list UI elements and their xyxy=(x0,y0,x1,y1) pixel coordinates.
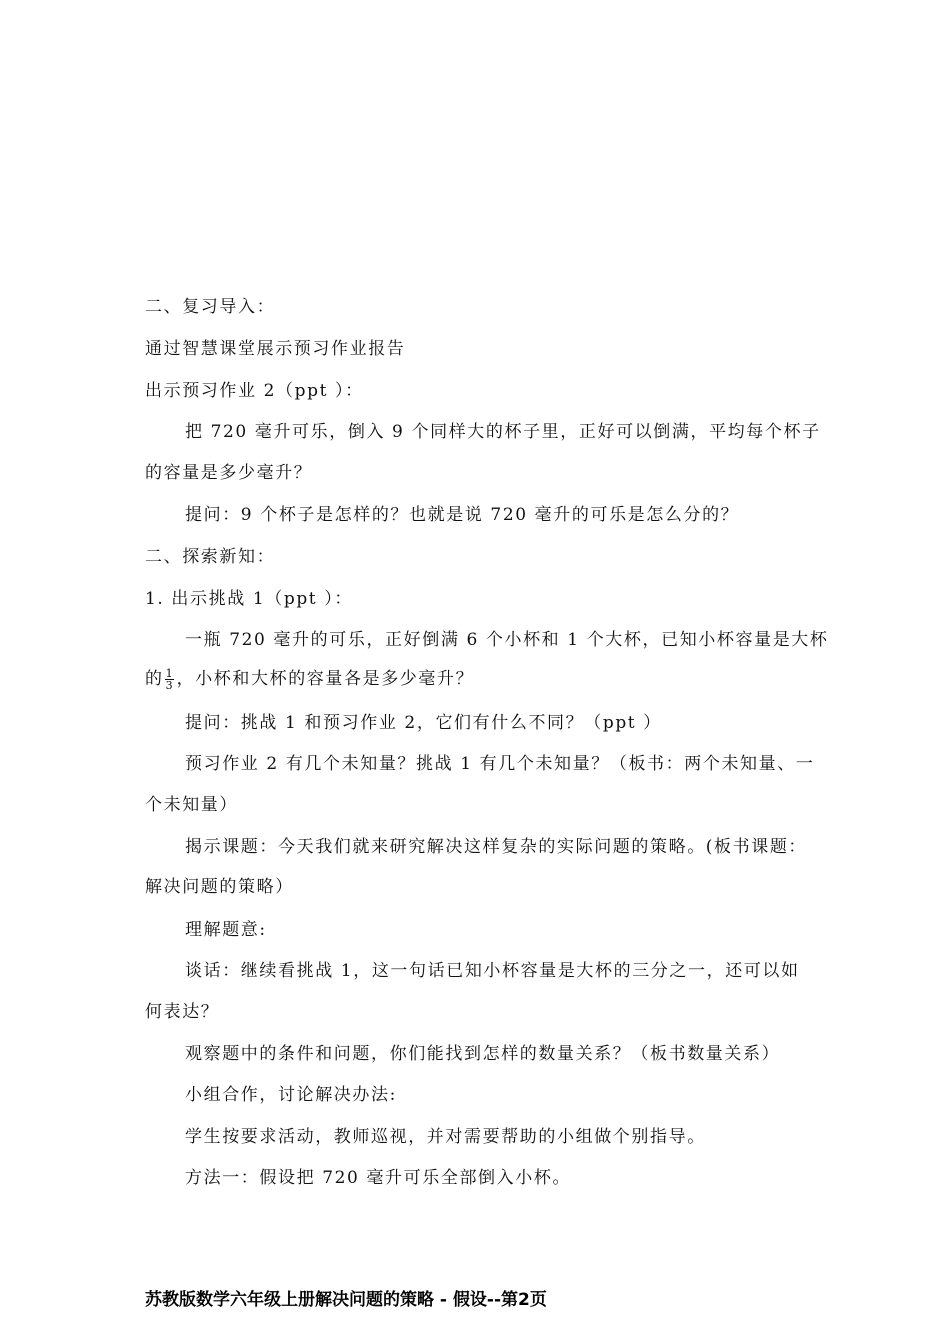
paragraph-line: 把 720 毫升可乐，倒入 9 个同样大的杯子里，正好可以倒满，平均每个杯子 xyxy=(185,422,821,442)
paragraph-line-with-fraction xyxy=(145,668,810,691)
paragraph-line: 理解题意: xyxy=(185,920,267,940)
paragraph-line: 揭示课题：今天我们就来研究解决这样复杂的实际问题的策略。(板书课题： xyxy=(185,837,808,857)
section-heading-explore: 二、探索新知： xyxy=(145,547,276,567)
paragraph-line: 个未知量） xyxy=(145,795,238,815)
paragraph-line: 谈话：继续看挑战 1，这一句话已知小杯容量是大杯的三分之一，还可以如 xyxy=(185,961,800,981)
paragraph-line: 解决问题的策略） xyxy=(145,877,294,897)
paragraph-line: 出示预习作业 2（ppt ）： xyxy=(145,381,364,401)
page-footer: 苏教版数学六年级上册解决问题的策略 - 假设--第2页 xyxy=(145,1290,547,1310)
paragraph-line: 提问：挑战 1 和预习作业 2，它们有什么不同？（ppt ） xyxy=(185,713,662,733)
paragraph-line: 小组合作，讨论解决办法: xyxy=(185,1085,397,1105)
fraction-suffix-text: ，小杯和大杯的容量各是多少毫升？ xyxy=(176,669,475,689)
paragraph-line: 1. 出示挑战 1（ppt ）： xyxy=(145,589,353,609)
paragraph-line: 提问：9 个杯子是怎样的？也就是说 720 毫升的可乐是怎么分的？ xyxy=(185,505,740,525)
paragraph-line: 的容量是多少毫升？ xyxy=(145,463,313,483)
fraction-denominator: 3 xyxy=(165,679,173,692)
paragraph-line: 学生按要求活动，教师巡视，并对需要帮助的小组做个别指导。 xyxy=(185,1127,706,1147)
fraction-one-third xyxy=(165,668,174,691)
fraction-prefix-text: 的 xyxy=(145,669,164,689)
fraction-numerator: 1 xyxy=(165,667,173,680)
paragraph-line: 方法一：假设把 720 毫升可乐全部倒入小杯。 xyxy=(185,1168,572,1188)
paragraph-line: 预习作业 2 有几个未知量？挑战 1 有几个未知量？（板书：两个未知量、一 xyxy=(185,754,815,774)
section-heading-review: 二、复习导入： xyxy=(145,297,276,317)
paragraph-line: 一瓶 720 毫升的可乐，正好倒满 6 个小杯和 1 个大杯，已知小杯容量是大杯 xyxy=(185,630,829,650)
paragraph-line: 观察题中的条件和问题，你们能找到怎样的数量关系？（板书数量关系） xyxy=(185,1044,781,1064)
paragraph-line: 何表达？ xyxy=(145,1002,220,1022)
paragraph-line: 通过智慧课堂展示预习作业报告 xyxy=(145,339,406,359)
